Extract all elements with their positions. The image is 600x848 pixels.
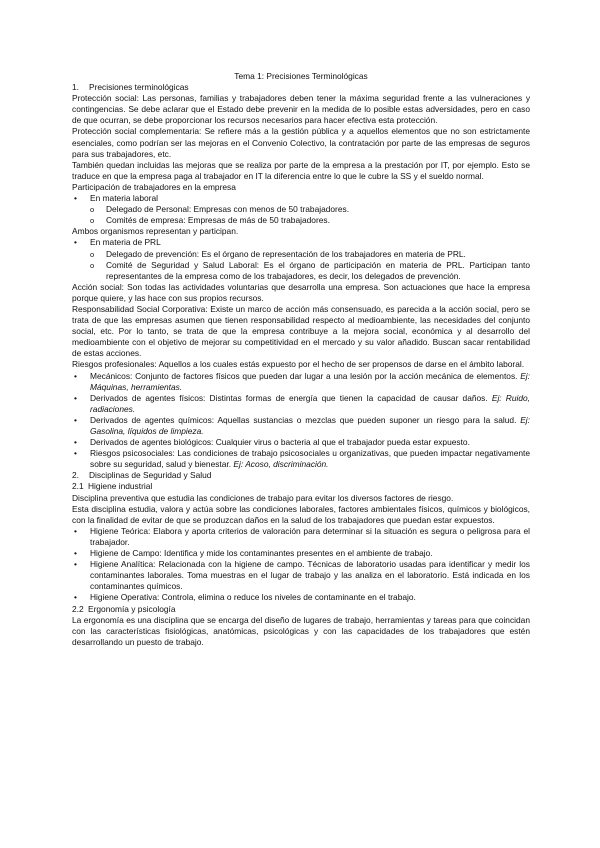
paragraph-ergonomia: La ergonomía es una disciplina que se encarga del diseño de lugares de trabajo, herramientas y tareas para que coincidan con las características fisiológicas, anatómicas, psicológicas y con las capacidades de los trabajadores que estén desarrollando un puesto de trabajo. — [72, 614, 530, 647]
list-item — [72, 437, 530, 448]
item-text: Derivados de agentes químicos: Aquellas sustancias o mezclas que pueden suponer un riesgo para la salud. — [90, 414, 521, 425]
paragraph-proteccion-complementaria: Protección social complementaria: Se refiere más a la gestión pública y a aquellos elementos que no son estrictamente esenciales, como podrían ser las mejoras en el Convenio Colectivo, la contratación por parte de las empresas de seguros para sus trabajadores, etc. — [72, 126, 530, 159]
list-higiene — [72, 526, 530, 604]
section-title: Disciplinas de Seguridad y Salud — [89, 470, 212, 481]
list-item: o Comités de empresa: Empresas de más de 50 trabajadores. — [72, 215, 530, 226]
section-number: 2.1 — [72, 481, 84, 492]
paragraph-proteccion-social: Protección social: Las personas, familias y trabajadores deben tener la máxima seguridad frente a las vulneraciones y contingencias. Se debe aclarar que el Estado debe prevenir en la medida de lo posible estas adversidades, pero en caso de que ocurran, se debe proporcionar los recursos necesarios para hacer efectiva esta protección. — [72, 93, 530, 126]
list-item: o Delegado de prevención: Es el órgano de representación de los trabajadores en materia de PRL. — [72, 249, 530, 260]
paragraph-higiene-2: Esta disciplina estudia, valora y actúa sobre las condiciones laborales, factores ambientales físicos, químicos y biológicos, con la finalidad de evitar de que se produzcan daños en la salud de los trabajadores que puedan estar expuestos. — [72, 503, 530, 525]
item-text: Derivados de agentes biológicos: Cualquier virus o bacteria al que el trabajador pueda estar expuesto. — [90, 437, 470, 448]
list-item — [72, 448, 530, 470]
section-number: 1. — [72, 82, 79, 93]
list-item: • Higiene Operativa: Controla, elimina o reduce los niveles de contaminante en el trabajo. — [72, 592, 530, 603]
section-title: Ergonomía y psicología — [88, 603, 176, 614]
list-item: • Higiene de Campo: Identifica y mide los contaminantes presentes en el ambiente de trabajo. — [72, 548, 530, 559]
paragraph-riesgos: Riesgos profesionales: Aquellos a los cuales estás expuesto por el hecho de ser propensos de darse en el ámbito laboral. — [72, 359, 525, 370]
paragraph-accion-social: Acción social: Son todas las actividades voluntarias que desarrolla una empresa. Son actuaciones que hace la empresa porque quiere, y las hace con sus propios recursos. — [72, 281, 530, 303]
item-example: Ej: Máquinas, herramientas. — [90, 370, 530, 392]
list-item — [72, 371, 530, 393]
section-2-1-heading — [72, 481, 530, 492]
section-2-2-heading — [72, 604, 530, 615]
list-item: • En materia laboral — [72, 193, 530, 204]
section-number: 2. — [72, 470, 79, 481]
list-riesgos — [72, 371, 530, 471]
paragraph-mejoras-it: También quedan incluidas las mejoras que se realiza por parte de la empresa a la prestación por IT, por ejemplo. Esto se traduce en que la empresa paga al trabajador en IT la diferencia entre lo que le cubre la SS y el sueldo normal. — [72, 159, 530, 181]
paragraph-rsc: Responsabilidad Social Corporativa: Existe un marco de acción más consensuado, es parecida a la acción social, pero se trata de que las empresas asumen que tienen responsabilidad respecto al medioambiente, las necesidades del conjunto social, etc. Por lo tanto, se trata de que la empresa contribuye a la mejora social, económica y al desarrollo del medioambiente con el objetivo de mejorar su competitividad en el mercado y su valor añadido. Buscan sacar rentabilidad de estas acciones. — [72, 303, 530, 359]
document-title: Tema 1: Precisiones Terminológicas — [234, 71, 368, 81]
paragraph-higiene-1: Disciplina preventiva que estudia las condiciones de trabajo para evitar los diversos factores de riesgo. — [72, 492, 454, 503]
list-item: • Higiene Teórica: Elabora y aporta criterios de valoración para determinar si la situación es segura o peligrosa para el trabajador. — [72, 526, 530, 548]
list-materia-laboral — [72, 193, 530, 226]
item-example: Ej: Gasolina, líquidos de limpieza. — [90, 414, 530, 436]
section-number: 2.2 — [72, 603, 84, 614]
item-text: Mecánicos: Conjunto de factores físicos que pueden dar lugar a una lesión por la acción mecánica de elementos. — [90, 370, 521, 381]
list-item: • En materia de PRL — [72, 237, 530, 248]
item-example: Ej: Ruido, radiaciones. — [90, 392, 531, 414]
item-text: Riesgos psicosociales: Las condiciones de trabajo psicosociales u organizativas, que pueden impactar negativamente sobre su seguridad, salud y bienestar. — [90, 448, 530, 470]
list-item: • Higiene Analítica: Relacionada con la higiene de campo. Técnicas de laboratorio usadas para identificar y medir los contaminantes laborales. Toma muestras en el lugar de trabajo y las analiza en el laboratorio. Está indicada en los contaminantes químicos. — [72, 559, 530, 592]
section-title: Precisiones terminológicas — [89, 82, 189, 93]
section-title: Higiene industrial — [88, 481, 153, 492]
item-text: Derivados de agentes físicos: Distintas formas de energía que tienen la capacidad de causar daños. — [90, 392, 492, 403]
list-item: o Delegado de Personal: Empresas con menos de 50 trabajadores. — [72, 204, 530, 215]
list-item: o Comité de Seguridad y Salud Laboral: Es el órgano de participación en materia de PRL. Participan tanto representantes de la empresa como de los trabajadores, es decir, los delegados de prevención. — [72, 260, 530, 282]
list-item — [72, 415, 530, 437]
list-materia-prl — [72, 237, 530, 281]
section-2-heading — [72, 470, 530, 481]
paragraph-participacion: Participación de trabajadores en la empresa — [72, 181, 236, 192]
paragraph-ambos: Ambos organismos representan y participan. — [72, 226, 239, 237]
list-item — [72, 393, 530, 415]
section-1-heading — [72, 82, 530, 93]
document-page — [72, 71, 530, 648]
item-example: Ej: Acoso, discriminación. — [233, 459, 329, 470]
